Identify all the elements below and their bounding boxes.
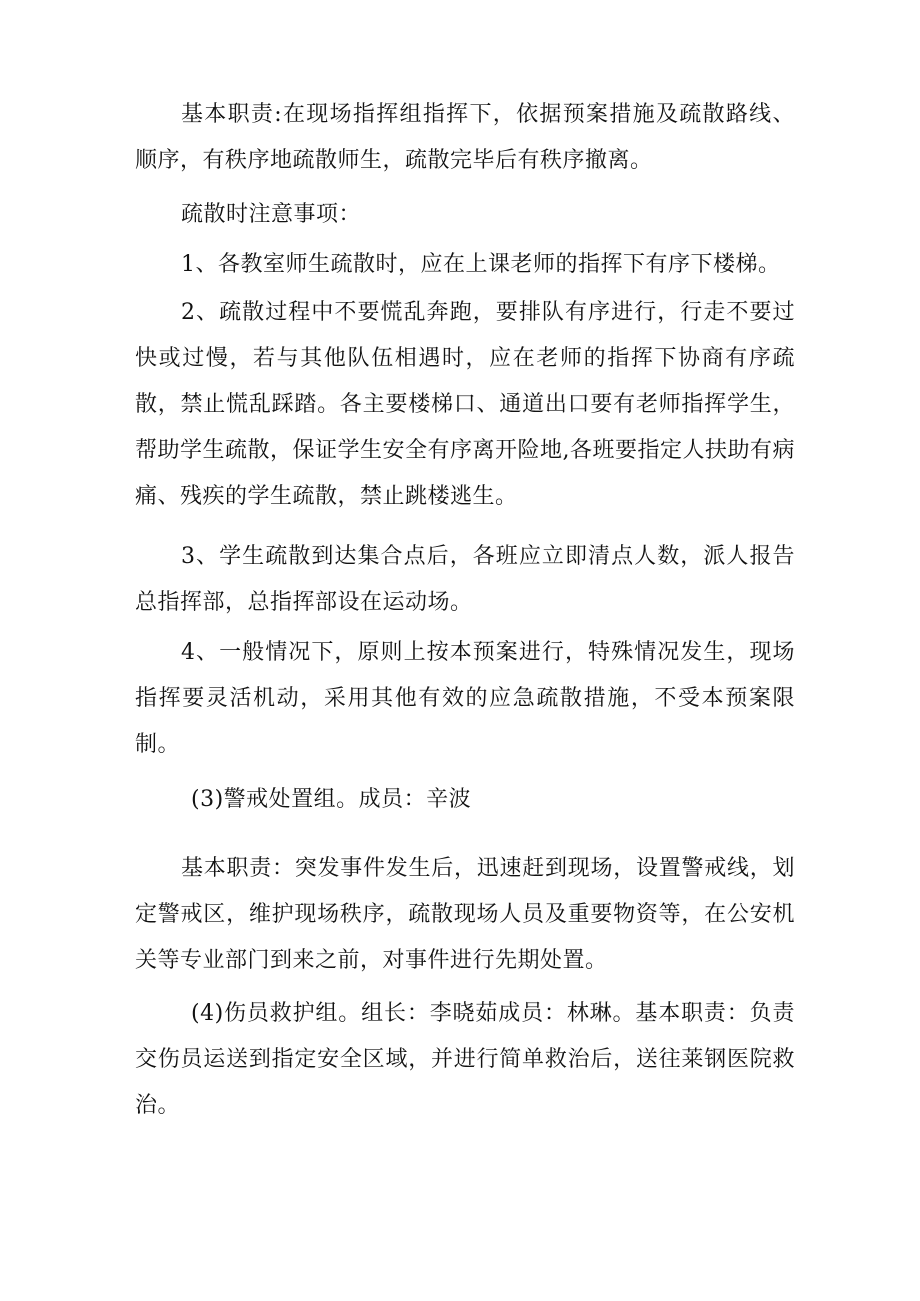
paragraph-item-4: 4、一般情况下，原则上按本预案进行，特殊情况发生，现场指挥要灵活机动，采用其他有效的应急疏散措施，不受本预案限制。 [135, 640, 795, 757]
paragraph-notes-heading: 疏散时注意事项： [181, 202, 362, 227]
paragraph-item-1: 1、各教室师生疏散时，应在上课老师的指挥下有序下楼梯。 [181, 252, 781, 277]
paragraph-item-3: 3、学生疏散到达集合点后，各班应立即清点人数，派人报告总指挥部，总指挥部设在运动场。 [135, 544, 795, 615]
section-heading-rescue: (4)伤员救护组。组长：李晓茹成员：林琳。基本职责：负责交伤员运送到指定安全区域，并进行简单救治后，送往莱钢医院救治。 [135, 1001, 795, 1118]
section-heading-guard: (3)警戒处置组。成员：辛波 [191, 787, 472, 812]
paragraph-duty-guard: 基本职责：突发事件发生后，迅速赶到现场，设置警戒线，划定警戒区，维护现场秩序，疏散现场人员及重要物资等，在公安机关等专业部门到来之前，对事件进行先期处置。 [135, 856, 795, 973]
paragraph-duty-evacuation: 基本职责:在现场指挥组指挥下，依据预案措施及疏散路线、顺序，有秩序地疏散师生，疏散完毕后有秩序撤离。 [135, 102, 795, 173]
paragraph-item-2: 2、疏散过程中不要慌乱奔跑，要排队有序进行，行走不要过快或过慢，若与其他队伍相遇时，应在老师的指挥下协商有序疏散，禁止慌乱踩踏。各主要楼梯口、通道出口要有老师指挥学生，帮助学生疏散，保证学生安全有序离开险地,各班要指定人扶助有病痛、残疾的学生疏散，禁止跳楼逃生。 [135, 300, 795, 509]
